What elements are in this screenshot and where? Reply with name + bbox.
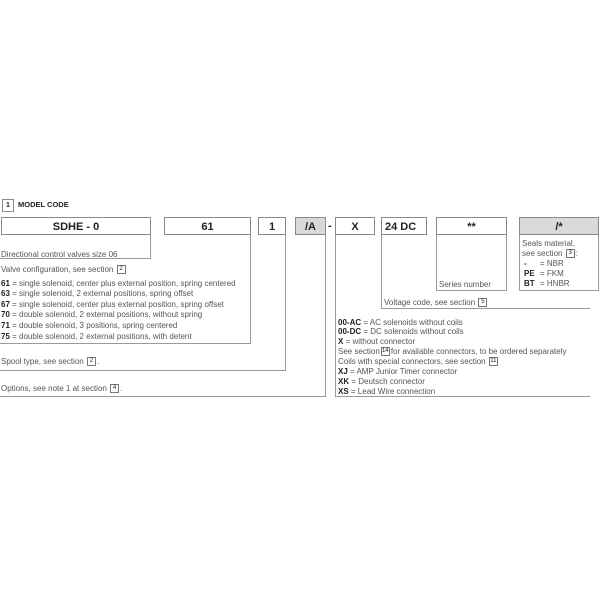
section-ref-icon: 14: [381, 348, 389, 355]
desc-options: Options, see note 1 at section 4 .: [1, 384, 123, 393]
config-item: 71 = double solenoid, 3 positions, spring centered: [1, 321, 178, 330]
desc-seals-subtitle: see section 3 :: [522, 249, 578, 258]
code-box-series-number: **: [436, 217, 507, 235]
section-number: 1: [2, 199, 14, 212]
connector-note-2: Coils with special connectors, see section 11: [338, 357, 497, 366]
code-separator: -: [328, 220, 332, 232]
section-title: MODEL CODE: [18, 200, 69, 209]
connector-note-1: See section 14 for available connectors, to be ordered separately: [338, 347, 567, 356]
config-item: 75 = double solenoid, 2 external positions, with detent: [1, 332, 192, 341]
line-spool: [285, 235, 286, 371]
line-spool-bottom: [0, 370, 286, 371]
code-box-spool: 1: [258, 217, 286, 235]
section-ref-icon: 5: [478, 298, 487, 307]
line-voltage: [381, 235, 382, 309]
connector-item: 00-AC = AC solenoids without coils: [338, 318, 463, 327]
code-box-voltage: 24 DC: [381, 217, 427, 235]
line-config: [250, 235, 251, 344]
line-connector: [335, 235, 336, 397]
code-box-seals: /*: [519, 217, 599, 235]
desc-voltage: Voltage code, see section 5: [384, 298, 488, 308]
line-options-bottom: [0, 396, 326, 397]
desc-series: Directional control valves size 06: [1, 250, 118, 259]
config-item: 67 = single solenoid, center plus external position, spring offset: [1, 300, 224, 309]
connector-item: X = without connector: [338, 337, 416, 346]
section-ref-icon: 3: [566, 249, 575, 258]
connector-item: 00-DC = DC solenoids without coils: [338, 327, 464, 336]
code-box-connector: X: [335, 217, 375, 235]
config-item: 61 = single solenoid, center plus external position, spring centered: [1, 279, 236, 288]
desc-spool: Spool type, see section 2 .: [1, 357, 100, 366]
code-box-series: SDHE - 0: [1, 217, 151, 235]
config-item: 63 = single solenoid, 2 external positions, spring offset: [1, 289, 194, 298]
line-voltage-bottom: [381, 308, 590, 309]
connector-special-item: XK = Deutsch connector: [338, 377, 425, 386]
desc-seals-title: Seals material,: [522, 239, 575, 248]
code-box-options: /A: [295, 217, 326, 235]
desc-series-number: Series number: [439, 280, 492, 289]
section-ref-icon: 2: [117, 265, 126, 274]
seals-item: PE = FKM: [524, 269, 564, 278]
section-ref-icon: 4: [110, 384, 119, 393]
seals-item: - = NBR: [524, 259, 564, 268]
code-box-config: 61: [164, 217, 251, 235]
connector-special-item: XJ = AMP Junior Timer connector: [338, 367, 458, 376]
connector-special-item: XS = Lead Wire connection: [338, 387, 436, 396]
line-config-bottom: [0, 343, 251, 344]
config-item: 70 = double solenoid, 2 external positions, without spring: [1, 310, 203, 319]
line-options: [325, 235, 326, 397]
section-ref-icon: 2: [87, 357, 96, 366]
desc-config-title: Valve configuration, see section 2: [1, 265, 127, 275]
section-ref-icon: 11: [490, 358, 497, 365]
seals-item: BT = HNBR: [524, 279, 570, 288]
